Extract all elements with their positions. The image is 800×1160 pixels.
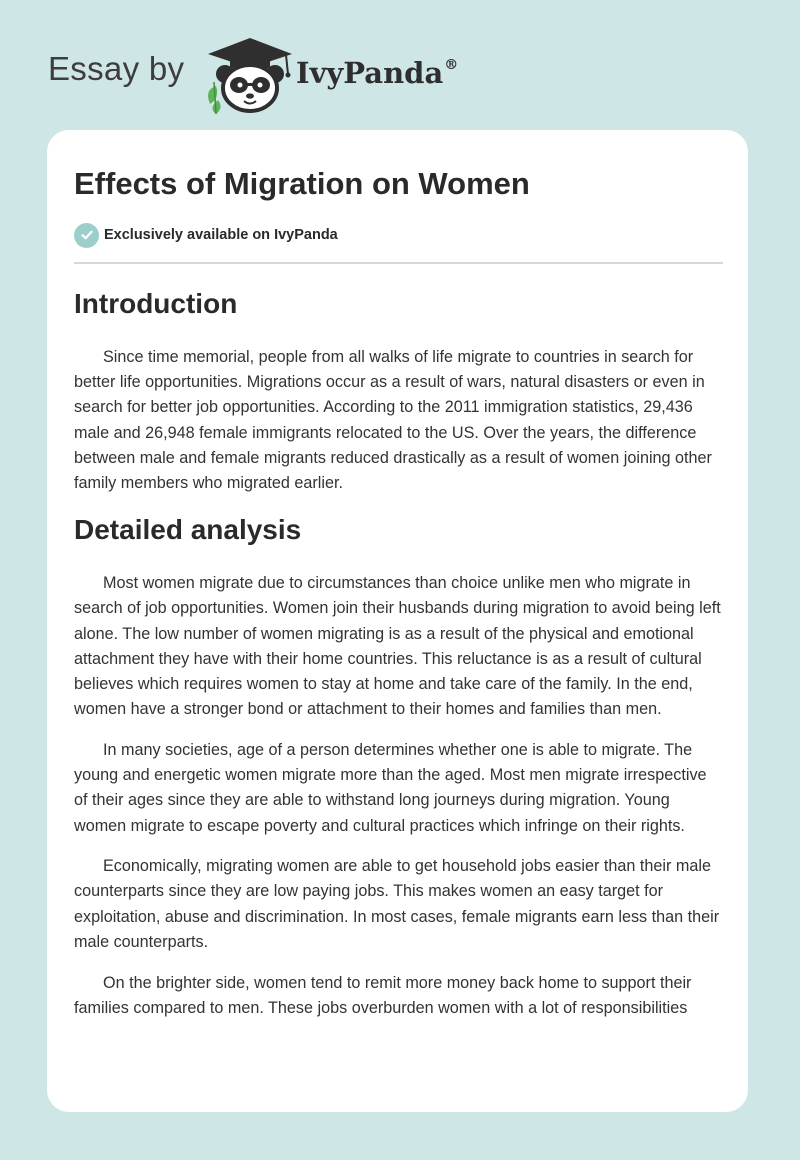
- site-header: [0, 0, 800, 130]
- exclusive-badge: [74, 222, 723, 248]
- brand-name[interactable]: [296, 56, 458, 90]
- essay-content: [74, 164, 723, 1021]
- brand-text: IvyPanda: [296, 56, 444, 90]
- paragraph: In many societies, age of a person determines whether one is able to migrate. The young and energetic women migrate more than the aged. Most men migrate irrespective of their ages since they are able to withstand long journeys during migration. Young women migrate to escape poverty and cultural practices which infringe on their rights.: [74, 740, 707, 835]
- panda-graduate-icon[interactable]: [200, 34, 296, 114]
- paragraph: Economically, migrating women are able to get household jobs easier than their male counterparts since they are low paying jobs. This makes women an easy target for exploitation, abuse and discrimination. In most cases, female migrants earn less than their male counterparts.: [74, 857, 720, 951]
- check-circle-icon: [74, 223, 99, 248]
- divider: [74, 262, 723, 264]
- section-heading-introduction: Introduction: [74, 288, 238, 319]
- essay-by-label: Essay by: [48, 50, 185, 87]
- essay-card: [47, 130, 748, 1112]
- paragraph: Most women migrate due to circumstances than choice unlike men who migrate in search of job opportunities. Women join their husbands during migration to avoid being left alone. The low number of women migrating is as a result of the physical and emotional attachment they have with their home countries. This reluctance is as a result of cultural believes which requires women to stay at home and take care of the family. In the end, women have a stronger bond or attachment to their homes and families than men.: [74, 574, 721, 719]
- paragraph: Since time memorial, people from all walks of life migrate to countries in search for better life opportunities. Migrations occur as a result of wars, natural disasters or even in search for better job opportunities. According to the 2011 immigration statistics, 29,436 male and 26,948 female immigrants relocated to the US. Over the years, the difference between male and female migrants reduced drastically as a result of women joining other family members who migrated earlier.: [74, 348, 712, 493]
- exclusive-badge-label: Exclusively available on IvyPanda: [104, 227, 338, 243]
- registered-mark: ®: [444, 57, 459, 73]
- section-heading-detailed-analysis: Detailed analysis: [74, 514, 302, 546]
- paragraph: On the brighter side, women tend to remit more money back home to support their families compared to men. These jobs overburden women with a lot of responsibilities: [74, 973, 692, 1017]
- page-title: Effects of Migration on Women: [74, 166, 530, 201]
